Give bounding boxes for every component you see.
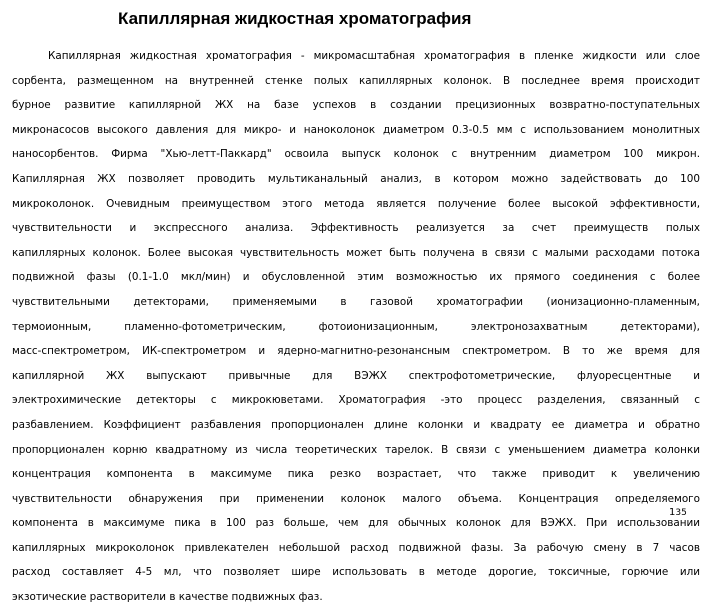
- paragraph-line: капиллярной ЖХ выпускают привычные для ВЭЖХ спектрофотометрические, флуоресцентные и: [12, 369, 700, 382]
- paragraph-line: микронасосов высокого давления для микро- и наноколонок диаметром 0.3-0.5 мм с использованием монолитных: [12, 123, 700, 136]
- paragraph-line: микроколонок. Очевидным преимуществом этого метода является получение более высокой эффективности,: [12, 197, 700, 210]
- page-number-minor: 35: [675, 508, 687, 518]
- paragraph-line: расход составляет 4-5 мл, что позволяет шире использовать в методе дорогие, токсичные, горючие или: [12, 566, 700, 579]
- paragraph-line: капиллярных колонок. Более высокая чувствительность может быть получена в связи с малыми расходами потока: [12, 246, 700, 259]
- paragraph-line: пропорционален корню квадратному из числа теоретических тарелок. В связи с уменьшением диаметра колонки: [12, 443, 700, 456]
- paragraph-line: компонента в максимуме пика в 100 раз больше, чем для обычных колонок для ВЭЖХ. При использовании: [12, 517, 700, 530]
- paragraph-line: разбавлением. Коэффициент разбавления пропорционален длине колонки и квадрату ее диаметра и обратно: [12, 418, 700, 431]
- paragraph-line: масс-спектрометром, ИК-спектрометром и ядерно-магнитно-резонансным спектрометром. В то же время для: [12, 345, 700, 358]
- page-title: Капиллярная жидкостная хроматография: [118, 9, 472, 28]
- page-number: [669, 507, 687, 518]
- paragraph-line: наносорбентов. Фирма "Хью-летт-Паккард" освоила выпуск колонок с внутренним диаметром 100 микрон.: [12, 148, 700, 161]
- body-paragraph: [12, 44, 700, 610]
- paragraph-line: концентрация компонента в максимуме пика резко возрастает, что также приводит к увеличению: [12, 468, 700, 481]
- paragraph-line: чувствительности и экспрессного анализа. Эффективность реализуется за счет преимуществ полых: [12, 222, 700, 235]
- page-number-major: 1: [669, 507, 676, 518]
- paragraph-line: Капиллярная ЖХ позволяет проводить мультиканальный анализ, в котором можно задействовать до 100: [12, 172, 700, 185]
- paragraph-line: чувствительными детекторами, применяемыми в газовой хроматографии (ионизационно-пламенным,: [12, 295, 700, 308]
- paragraph-line: термоионным, пламенно-фотометрическим, фотоионизационным, электронозахватным детекторами),: [12, 320, 700, 333]
- paragraph-line: экзотические растворители в качестве подвижных фаз.: [12, 591, 323, 604]
- paragraph-line: подвижной фазы (0.1-1.0 мкл/мин) и обусловленной этим возможностью их прямого соединения с более: [12, 271, 700, 284]
- paragraph-line: сорбента, размещенном на внутренней стенке полых капиллярных колонок. В последнее время происходит: [12, 74, 700, 87]
- paragraph-line: Капиллярная жидкостная хроматография - микромасштабная хроматография в пленке жидкости или слое: [48, 50, 700, 62]
- paragraph-line: чувствительности обнаружения при применении колонок малого объема. Концентрация определяемого: [12, 492, 700, 505]
- paragraph-line: электрохимические детекторы с микрокюветами. Хроматография -это процесс разделения, связанный с: [12, 394, 700, 407]
- paragraph-line: капиллярных микроколонок привлекателен небольшой расход подвижной фазы. За рабочую смену в 7 часов: [12, 541, 700, 554]
- paragraph-line: бурное развитие капиллярной ЖХ на базе успехов в создании прецизионных возвратно-поступательных: [12, 99, 700, 112]
